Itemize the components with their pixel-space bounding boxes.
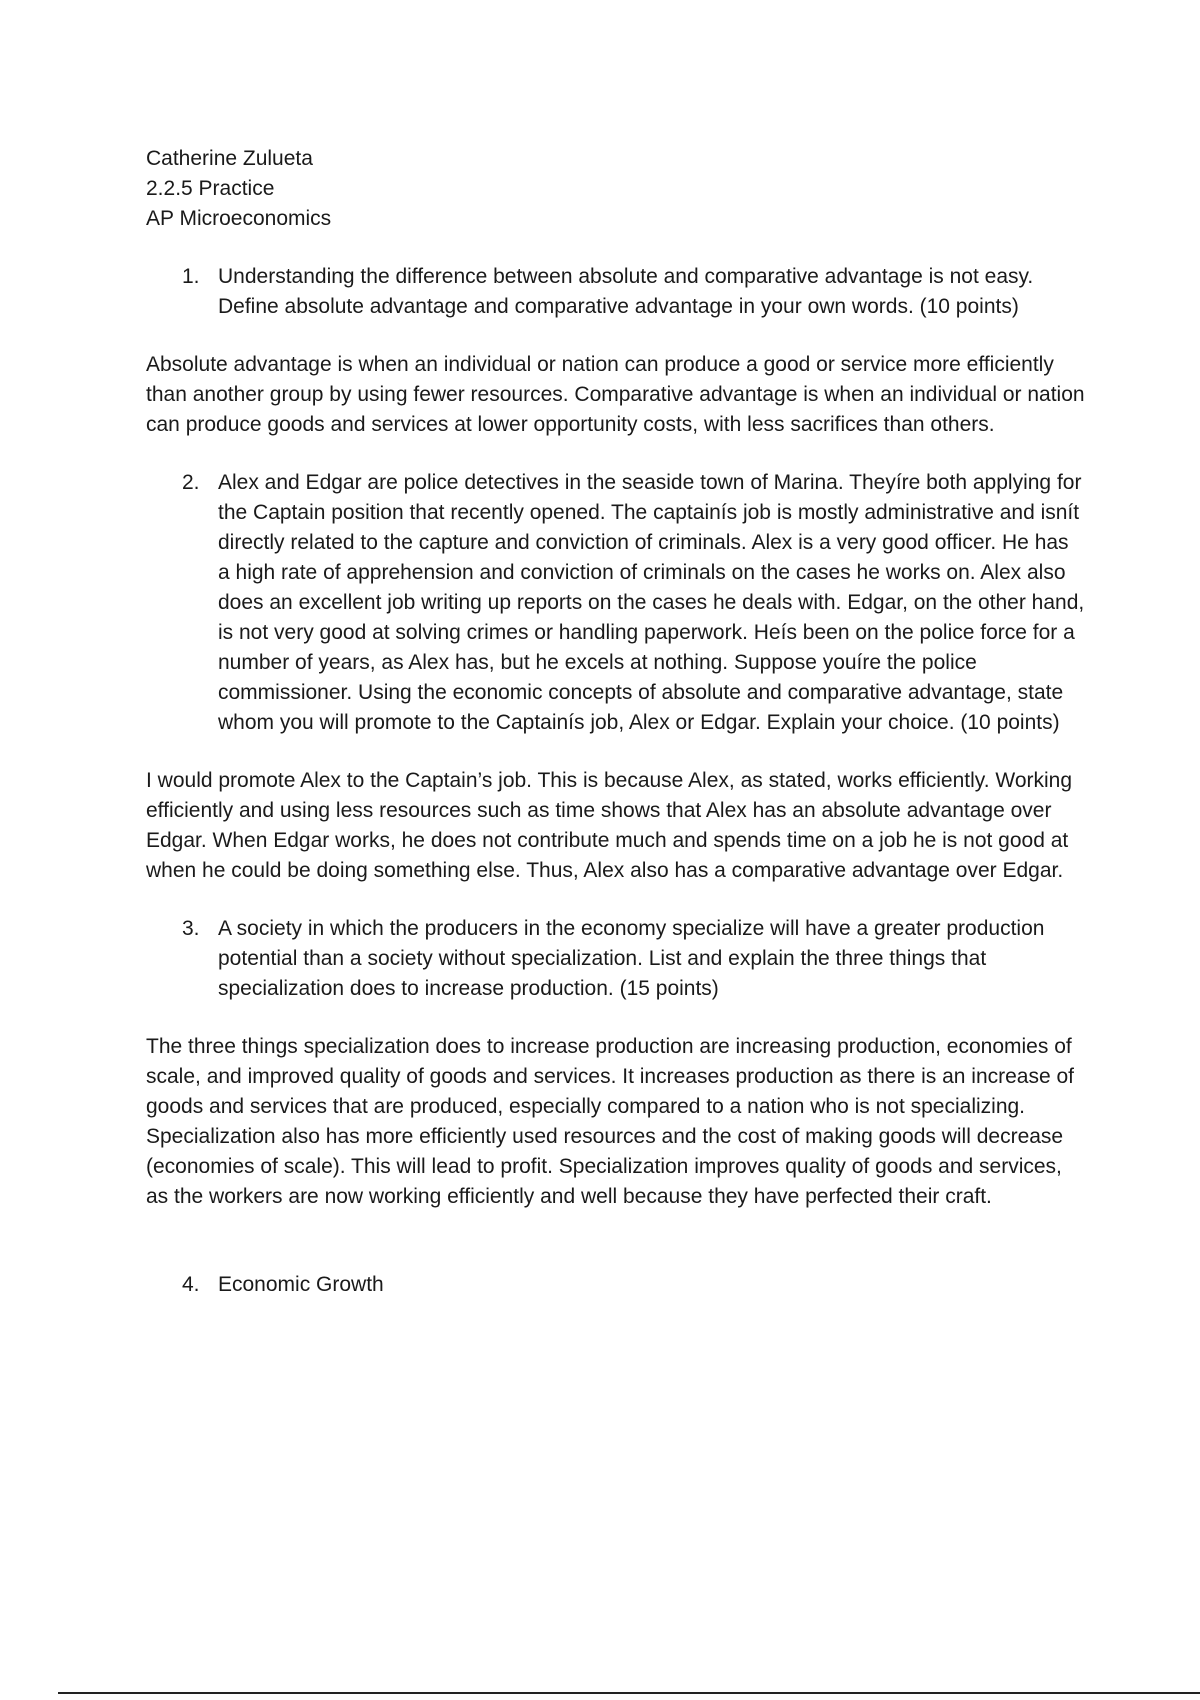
question-1 <box>146 262 1086 322</box>
question-prompt: A society in which the producers in the economy specialize will have a greater production potential than a society without specialization. List and explain the three things that specialization does to increase production. (15 points) <box>218 917 1045 1000</box>
question-number: 3. <box>182 917 200 940</box>
question-number: 1. <box>182 265 200 288</box>
document-page <box>146 144 1086 1300</box>
answer-2: I would promote Alex to the Captain’s job. This is because Alex, as stated, works efficiently. Working efficiently and using less resources such as time shows that Alex has an absolute advantage over Edgar. When Edgar works, he does not contribute much and spends time on a job he is not good at when he could be doing something else. Thus, Alex also has a comparative advantage over Edgar. <box>146 769 1073 882</box>
course-name: AP Microeconomics <box>146 207 332 230</box>
question-number: 4. <box>182 1273 200 1296</box>
student-name: Catherine Zulueta <box>146 147 313 170</box>
question-2 <box>146 468 1086 738</box>
assignment-title: 2.2.5 Practice <box>146 177 275 200</box>
question-3 <box>146 914 1086 1004</box>
question-prompt: Economic Growth <box>218 1273 384 1296</box>
question-prompt: Alex and Edgar are police detectives in the seaside town of Marina. Theyíre both applying for the Captain position that recently opened. The captainís job is mostly administrative and isnít directly related to the capture and conviction of criminals. Alex is a very good officer. He has a high rate of apprehension and conviction of criminals on the cases he works on. Alex also does an excellent job writing up reports on the cases he deals with. Edgar, on the other hand, is not very good at solving crimes or handling paperwork. Heís been on the police force for a number of years, as Alex has, but he excels at nothing. Suppose youíre the police commissioner. Using the economic concepts of absolute and comparative advantage, state whom you will promote to the Captainís job, Alex or Edgar. Explain your choice. (10 points) <box>218 471 1085 734</box>
answer-1: Absolute advantage is when an individual or nation can produce a good or service more efficiently than another group by using fewer resources. Comparative advantage is when an individual or nation can produce goods and services at lower opportunity costs, with less sacrifices than others. <box>146 353 1085 436</box>
answer-3: The three things specialization does to increase production are increasing production, economies of scale, and improved quality of goods and services. It increases production as there is an increase of goods and services that are produced, especially compared to a nation who is not specializing. Specialization also has more efficiently used resources and the cost of making goods will decrease (economies of scale). This will lead to profit. Specialization improves quality of goods and services, as the workers are now working efficiently and well because they have perfected their craft. <box>146 1035 1075 1208</box>
question-prompt: Understanding the difference between absolute and comparative advantage is not easy. Define absolute advantage and comparative advantage in your own words. (10 points) <box>218 265 1034 318</box>
page-bottom-rule <box>58 1692 1200 1694</box>
question-4 <box>146 1270 1086 1300</box>
question-number: 2. <box>182 471 200 494</box>
